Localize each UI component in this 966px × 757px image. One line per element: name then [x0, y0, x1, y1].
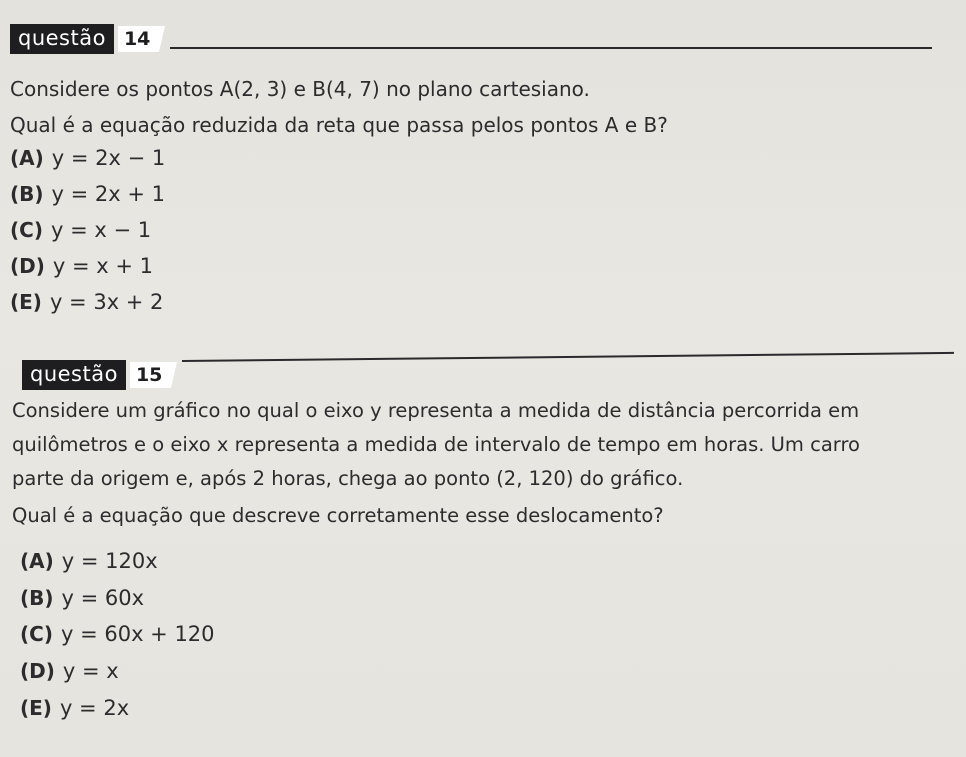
q15-prompt-line-2: quilômetros e o eixo x representa a medida de intervalo de tempo em horas. Um carro — [12, 433, 860, 456]
option-letter: (C) — [20, 622, 53, 646]
option-letter: (A) — [10, 146, 44, 170]
q15-option-a[interactable] — [20, 549, 158, 573]
option-equation: y = x + 1 — [52, 254, 153, 278]
question-15-header — [22, 360, 171, 390]
option-letter: (B) — [10, 182, 44, 206]
option-letter: (B) — [20, 586, 54, 610]
q14-option-e[interactable] — [10, 290, 163, 314]
option-equation: y = 2x + 1 — [51, 182, 166, 206]
option-letter: (C) — [10, 218, 43, 242]
q14-option-a[interactable] — [10, 146, 165, 170]
question-number: 15 — [130, 362, 171, 388]
q14-option-c[interactable] — [10, 218, 151, 242]
question-14-rule — [170, 47, 932, 49]
option-equation: y = 60x — [61, 586, 145, 610]
option-letter: (E) — [20, 696, 52, 720]
option-letter: (A) — [20, 549, 54, 573]
q14-prompt-line-1: Considere os pontos A(2, 3) e B(4, 7) no plano cartesiano. — [10, 77, 590, 101]
q14-option-b[interactable] — [10, 182, 165, 206]
q15-prompt-line-1: Considere um gráfico no qual o eixo y representa a medida de distância percorrida em — [12, 399, 860, 422]
option-letter: (E) — [10, 290, 42, 314]
option-equation: y = 3x + 2 — [49, 290, 164, 314]
q15-option-c[interactable] — [20, 622, 215, 646]
q15-prompt-line-4: Qual é a equação que descreve corretamente esse deslocamento? — [12, 504, 664, 527]
q15-prompt-line-3: parte da origem e, após 2 horas, chega ao ponto (2, 120) do gráfico. — [12, 467, 684, 490]
question-number: 14 — [118, 26, 159, 52]
option-equation: y = 120x — [61, 549, 158, 573]
q15-option-b[interactable] — [20, 586, 144, 610]
option-letter: (D) — [10, 254, 45, 278]
q14-prompt-line-2: Qual é a equação reduzida da reta que passa pelos pontos A e B? — [10, 113, 668, 137]
question-14-header — [10, 24, 159, 54]
option-equation: y = x — [62, 659, 119, 683]
question-label: questão — [22, 360, 126, 390]
option-equation: y = 2x − 1 — [51, 146, 166, 170]
q15-option-d[interactable] — [20, 659, 119, 683]
question-15-rule — [182, 352, 954, 362]
option-equation: y = x − 1 — [50, 218, 152, 242]
q14-option-d[interactable] — [10, 254, 153, 278]
option-equation: y = 2x — [59, 696, 130, 720]
question-label: questão — [10, 24, 114, 54]
option-equation: y = 60x + 120 — [60, 622, 215, 646]
option-letter: (D) — [20, 659, 55, 683]
q15-option-e[interactable] — [20, 696, 129, 720]
